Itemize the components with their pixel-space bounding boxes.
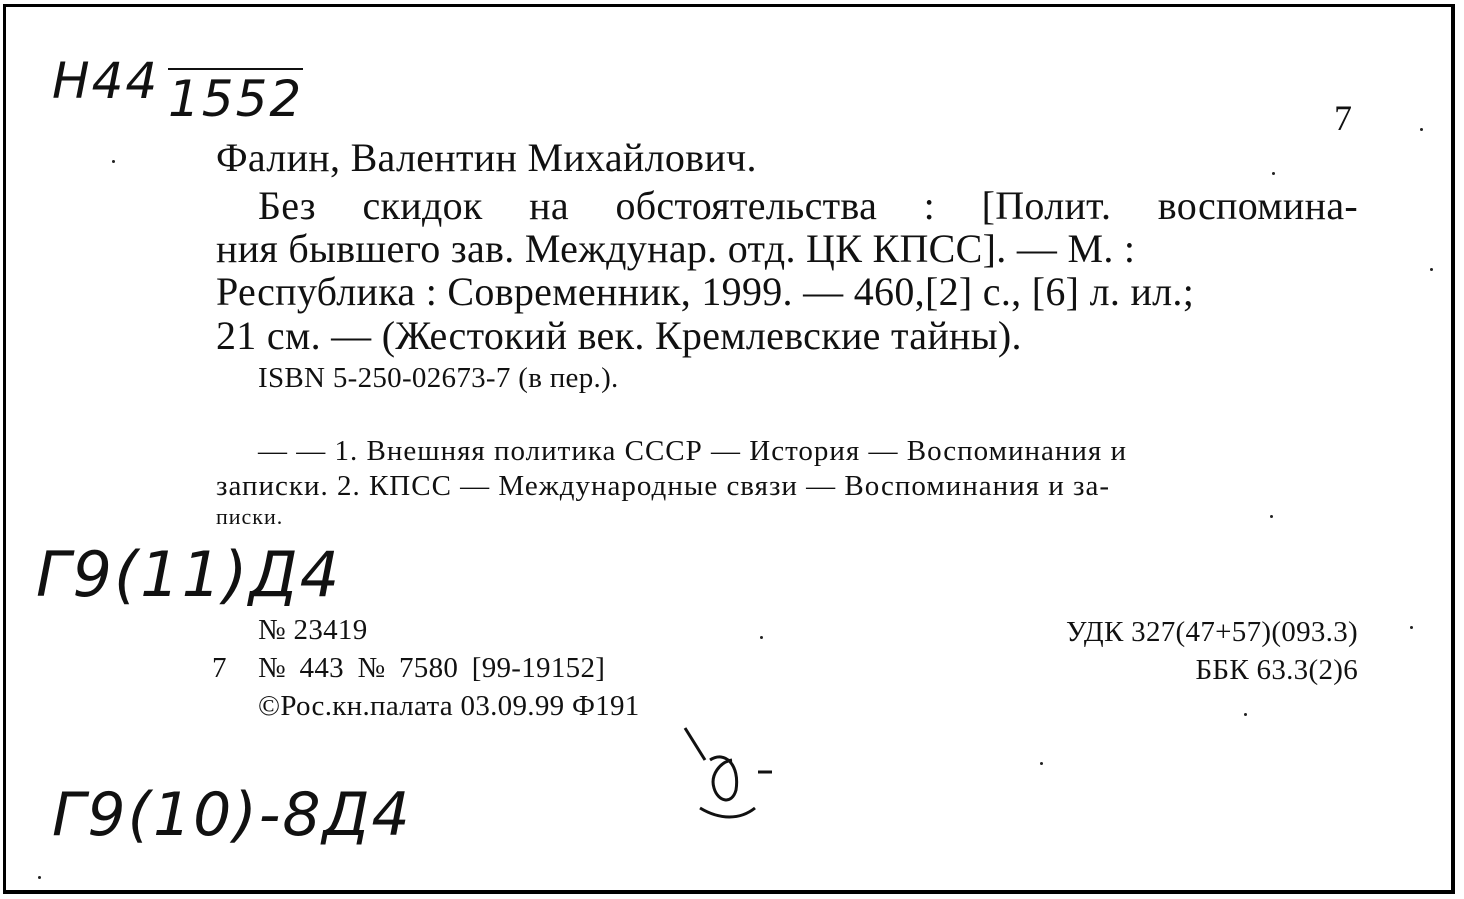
scribble-mark — [640, 720, 800, 830]
page-number: 7 — [1334, 98, 1352, 138]
handwritten-mid-code: Г9(11)Д4 — [36, 538, 342, 611]
description-line-1: Без скидок на обстоятельства : [Полит. воспомина- — [258, 183, 1358, 228]
scan-speck — [38, 876, 41, 879]
isbn: ISBN 5-250-02673-7 (в пер.). — [258, 362, 619, 394]
subject-line-3: писки. — [216, 504, 284, 529]
handwritten-top-number: 1552 — [168, 70, 304, 128]
record-number: № 23419 — [258, 614, 368, 646]
footer-marker: 7 — [212, 652, 227, 684]
handwritten-top-code: Н44 — [52, 52, 160, 110]
author-heading: Фалин, Валентин Михайлович. — [216, 135, 757, 180]
description-line-3: Республика : Современник, 1999. — 460,[2] с., [6] л. ил.; — [216, 269, 1195, 314]
scan-speck — [760, 636, 763, 639]
scan-speck — [1244, 713, 1247, 716]
scan-speck — [1430, 268, 1433, 271]
description-line-2: ния бывшего зав. Междунар. отд. ЦК КПСС]. — М. : — [216, 226, 1136, 271]
description-line-4: 21 см. — (Жестокий век. Кремлевские тайны). — [216, 313, 1022, 358]
scan-speck — [1272, 172, 1275, 175]
handwritten-bottom-code: Г9(10)-8Д4 — [52, 780, 412, 850]
scan-speck — [1040, 762, 1043, 765]
scan-speck — [1270, 515, 1273, 518]
bbk-code: ББК 63.3(2)6 — [1195, 654, 1358, 686]
subject-line-2: записки. 2. КПСС — Международные связи — Воспоминания и за- — [216, 470, 1110, 502]
chamber-stamp: ©Рос.кн.палата 03.09.99 Ф191 — [258, 690, 640, 722]
order-numbers: № 443 № 7580 [99-19152] — [258, 652, 606, 684]
udk-code: УДК 327(47+57)(093.3) — [1065, 616, 1358, 648]
scan-speck — [1410, 626, 1413, 629]
scan-speck — [1420, 128, 1423, 131]
subject-line-1: — — 1. Внешняя политика СССР — История — Воспоминания и — [258, 435, 1128, 467]
scan-speck — [112, 160, 115, 163]
